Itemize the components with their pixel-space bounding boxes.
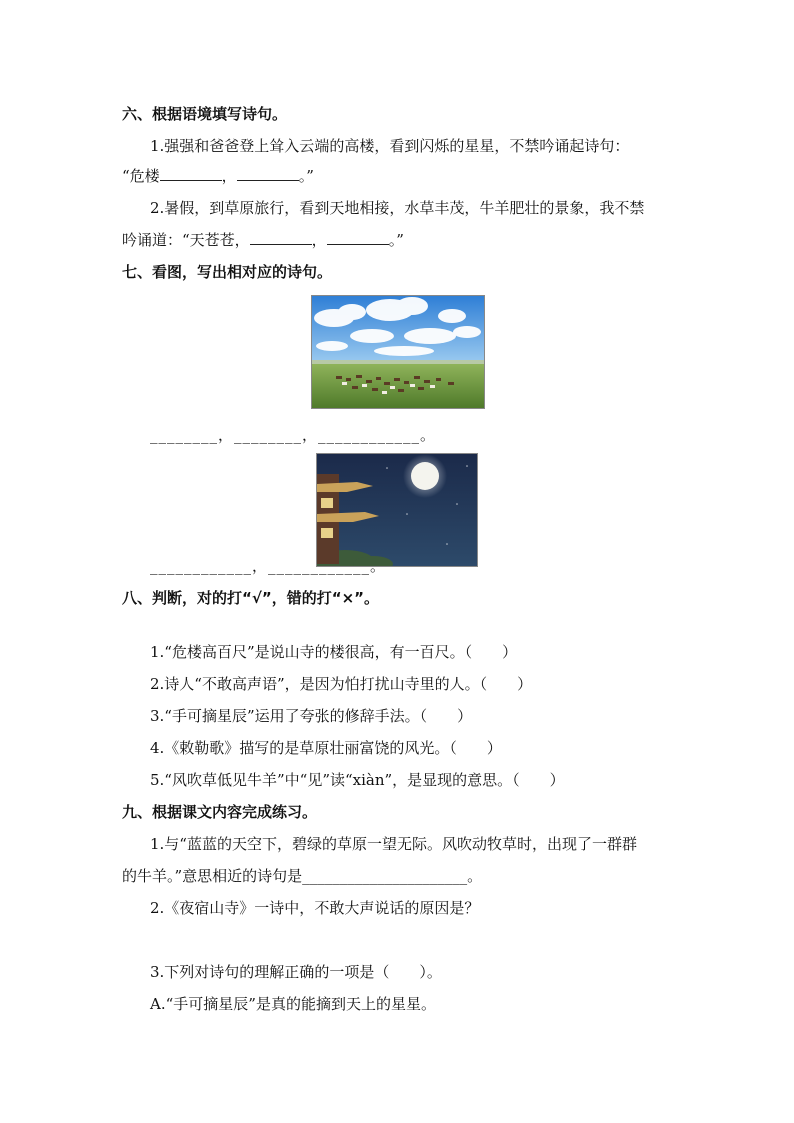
section6-q1-prefix: “危楼: [122, 167, 160, 185]
section6-q2-comma: ，: [311, 231, 327, 249]
section6-q2-prefix: 吟诵道：“天苍苍，: [122, 231, 250, 249]
grassland-picture: [311, 295, 485, 409]
section8-title: 八、判断，对的打“√”，错的打“×”。: [122, 589, 380, 607]
judgment-item-5[interactable]: 5.“风吹草低见牛羊”中“见”读“xiàn”，是显现的意思。（ ）: [150, 771, 565, 789]
section9-q3-option-a[interactable]: A.“手可摘星辰”是真的能摘到天上的星星。: [150, 995, 436, 1013]
judgment-item-4[interactable]: 4.《敕勒歌》描写的是草原壮丽富饶的风光。（ ）: [150, 739, 502, 757]
section6-q2-line2: [122, 230, 682, 250]
section6-q1-comma: ，: [221, 167, 237, 185]
answer-blank[interactable]: [237, 166, 299, 181]
moon-temple-picture: [316, 453, 478, 567]
section9-q1-line1: 1.与“蓝蓝的天空下，碧绿的草原一望无际。风吹动牧草时，出现了一群群: [150, 835, 637, 853]
section6-q1-line1: 1.强强和爸爸登上耸入云端的高楼，看到闪烁的星星，不禁吟诵起诗句：: [150, 137, 630, 155]
section9-q1-line2[interactable]: 的牛羊。”意思相近的诗句是______________________。: [122, 867, 483, 885]
section6-q2-line1: 2.暑假，到草原旅行，看到天地相接，水草丰茂，牛羊肥壮的景象，我不禁: [150, 199, 645, 217]
section7-answer2[interactable]: ____________，____________。: [150, 557, 387, 575]
section7-answer1[interactable]: ________，________，____________。: [150, 426, 437, 444]
answer-blank[interactable]: [250, 230, 312, 245]
section9-q2: 2.《夜宿山寺》一诗中，不敢大声说话的原因是？: [150, 899, 480, 917]
section9-q3: 3.下列对诗句的理解正确的一项是（ ）。: [150, 963, 442, 981]
section6-title: 六、根据语境填写诗句。: [122, 105, 288, 123]
section6-q2-end: 。”: [388, 231, 404, 249]
judgment-item-1[interactable]: 1.“危楼高百尺”是说山寺的楼很高，有一百尺。（ ）: [150, 643, 518, 661]
section6-q1-end: 。”: [298, 167, 314, 185]
section7-title: 七、看图，写出相对应的诗句。: [122, 263, 333, 281]
judgment-item-3[interactable]: 3.“手可摘星辰”运用了夸张的修辞手法。（ ）: [150, 707, 473, 725]
answer-blank[interactable]: [327, 230, 389, 245]
section9-title: 九、根据课文内容完成练习。: [122, 803, 318, 821]
section6-q1-line2: [122, 166, 682, 186]
answer-blank[interactable]: [160, 166, 222, 181]
judgment-item-2[interactable]: 2.诗人“不敢高声语”，是因为怕打扰山寺里的人。（ ）: [150, 675, 533, 693]
